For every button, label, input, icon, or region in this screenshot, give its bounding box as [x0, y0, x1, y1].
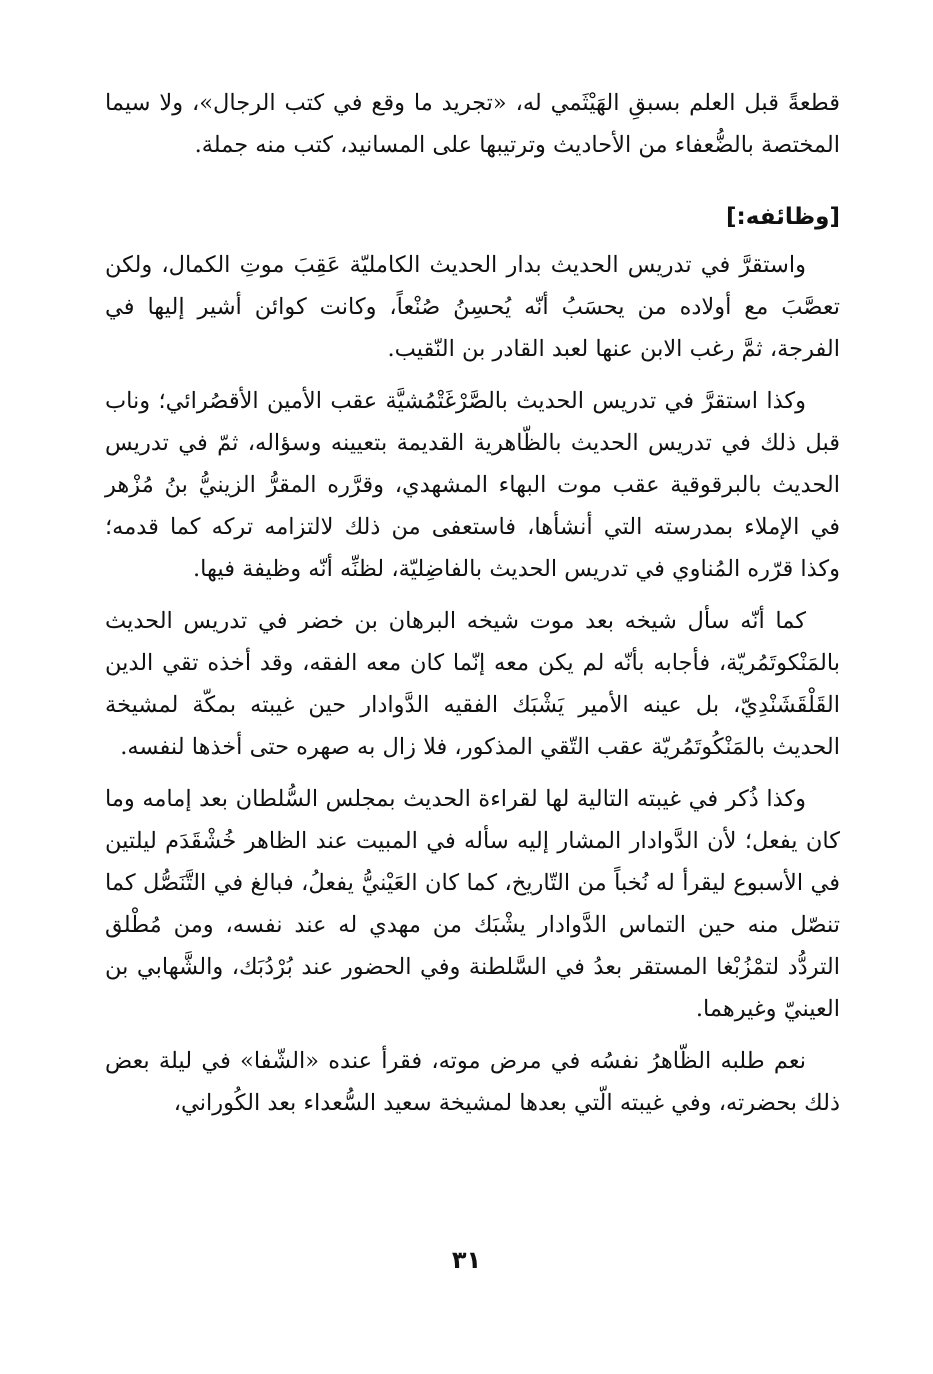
paragraph-sultan-majlis: وكذا ذُكر في غيبته التالية لها لقراءة الحديث بمجلس السُّلطان بعد إمامه وما كان يفعل؛ لأن الدَّوادار المشار إليه سأله في المبيت عند الظاهر خُشْقَدَم ليلتين في الأسبوع ليقرأ له نُخباً من التّاريخ، كما كان العَيْنيُّ يفعلُ، فبالغ في التَّنَصُّل كما تنصّل منه حين التماس الدَّوادار يشْبَك من مهدي له عند نفسه، ومن مُطْلق التردُّد لتمْزُبْغا المستقر بعدُ في السَّلطنة وفي الحضور عند بُرْدُبَك، والشَّهابي بن العينيّ وغيرهما. [105, 786, 840, 1022]
paragraph-mankutamuriyya: كما أنّه سأل شيخه بعد موت شيخه البرهان بن خضر في تدريس الحديث بالمَنْكوتَمُريّة، فأجابه بأنّه لم يكن معه إنّما كان معه الفقه، وقد أخذه تقي الدين القَلْقَشَنْدِيّ، بل عينه الأمير يَشْبَك الفقيه الدَّوادار حين غيبته بمكّة لمشيخة الحديث بالمَنْكُوتَمُريّة عقب التّقي المذكور، فلا زال به صهره حتى أخذها لنفسه. [105, 608, 840, 760]
paragraph-sarghitmishiyya: وكذا استقرَّ في تدريس الحديث بالصَّرْغَتْمُشيَّة عقب الأمين الأقصُرائي؛ وناب قبل ذلك في تدريس الحديث بالظّاهرية القديمة بتعيينه وسؤاله، ثمّ في تدريس الحديث بالبرقوقية عقب موت البهاء المشهدي، وقرَّره المقرُّ الزينيُّ بنُ مُزْهر في الإملاء بمدرسته التي أنشأها، فاستعفى من ذلك لالتزامه تركه كما قدمه؛ وكذا قرّره المُناوي في تدريس الحديث بالفاضِليّة، لظنِّه أنّه وظيفة فيها. [105, 388, 840, 582]
paragraph-shifa: نعم طلبه الظّاهرُ نفسُه في مرض موته، فقرأ عنده «الشّفا» في ليلة بعض ذلك بحضرته، وفي غيبته الّتي بعدها لمشيخة سعيد السُّعداء بعد الكُوراني، [105, 1048, 840, 1116]
paragraph-opening: قطعةً قبل العلم بسبقِ الهَيْثَمي له، «تجريد ما وقع في كتب الرجال»، ولا سيما المختصة بالضُّعفاء من الأحاديث وترتيبها على المسانيد، كتب منه جملة. [105, 90, 840, 158]
page-number: ٣١ [451, 1246, 482, 1274]
section-heading: [وظائفه:] [726, 204, 840, 230]
page-body [105, 82, 840, 1124]
paragraph-kamiliyya: واستقرَّ في تدريس الحديث بدار الحديث الكامليّة عَقِبَ موتِ الكمال، ولكن تعصَّبَ مع أولاده من يحسَبُ أنّه يُحسِنُ صُنْعاً، وكانت كوائن أشير إليها في الفرجة، ثمَّ رغب الابن عنها لعبد القادر بن النّقيب. [105, 252, 840, 362]
